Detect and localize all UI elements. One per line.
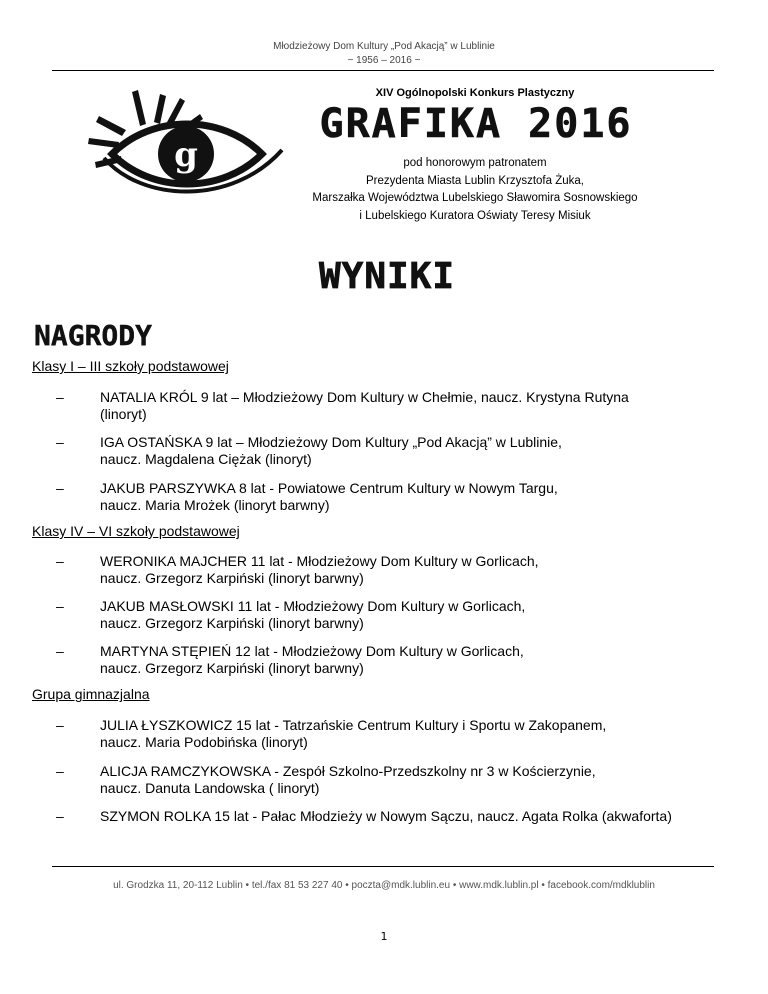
list-dash: –	[56, 389, 64, 405]
patronage-line: Marszałka Województwa Lubelskiego Sławomira Sosnowskiego	[312, 192, 638, 204]
header-rule	[52, 70, 714, 71]
entry-line: naucz. Maria Podobińska (linoryt)	[100, 734, 308, 750]
entry-line: NATALIA KRÓL 9 lat – Młodzieżowy Dom Kultury w Chełmie, naucz. Krystyna Rutyna	[100, 389, 629, 405]
eye-logo	[82, 84, 292, 214]
results-heading	[292, 255, 482, 295]
entry-line: MARTYNA STĘPIEŃ 12 lat - Młodzieżowy Dom Kultury w Gorlicach,	[100, 643, 524, 659]
contest-name	[316, 99, 636, 147]
patronage-line: Prezydenta Miasta Lublin Krzysztofa Żuka,	[366, 174, 584, 187]
list-dash: –	[56, 643, 64, 659]
results-heading-text: WYNIKI	[318, 256, 456, 295]
entry-line: naucz. Magdalena Ciężak (linoryt)	[100, 451, 312, 467]
entry-line: ALICJA RAMCZYKOWSKA - Zespół Szkolno-Przedszkolny nr 3 w Kościerzynie,	[100, 763, 596, 779]
footer-rule	[52, 866, 714, 867]
entry-line: WERONIKA MAJCHER 11 lat - Młodzieżowy Dom Kultury w Gorlicach,	[100, 553, 539, 569]
list-dash: –	[56, 763, 64, 779]
list-dash: –	[56, 553, 64, 569]
logo-letter: g	[174, 135, 198, 175]
awards-heading	[34, 318, 194, 350]
entry-line: JULIA ŁYSZKOWICZ 15 lat - Tatrzańskie Centrum Kultury i Sportu w Zakopanem,	[100, 717, 607, 733]
entry-line: JAKUB MASŁOWSKI 11 lat - Młodzieżowy Dom Kultury w Gorlicach,	[100, 598, 526, 614]
entry-line: naucz. Grzegorz Karpiński (linoryt barwny)	[100, 570, 364, 586]
header-line-2: ~ 1956 – 2016 ~	[347, 55, 421, 66]
list-dash: –	[56, 480, 64, 496]
entry-line: naucz. Grzegorz Karpiński (linoryt barwny)	[100, 615, 364, 631]
entry-line: naucz. Grzegorz Karpiński (linoryt barwny)	[100, 660, 364, 676]
list-dash: –	[56, 598, 64, 614]
contest-title: XIV Ogólnopolski Konkurs Plastyczny	[375, 87, 575, 99]
group-heading: Klasy IV – VI szkoły podstawowej	[32, 523, 240, 539]
page-number: 1	[380, 930, 388, 943]
contest-name-text: GRAFIKA 2016	[319, 101, 633, 147]
footer-contact: ul. Grodzka 11, 20-112 Lublin • tel./fax 81 53 227 40 • poczta@mdk.lublin.eu • www.mdk.lublin.pl • facebook.com/mdklublin	[113, 880, 655, 891]
entry-line: JAKUB PARSZYWKA 8 lat - Powiatowe Centrum Kultury w Nowym Targu,	[100, 480, 558, 496]
group-heading: Klasy I – III szkoły podstawowej	[32, 358, 229, 374]
header-line-1: Młodzieżowy Dom Kultury „Pod Akacją” w Lublinie	[273, 41, 495, 52]
patronage-line: pod honorowym patronatem	[403, 157, 547, 169]
entry-line: IGA OSTAŃSKA 9 lat – Młodzieżowy Dom Kultury „Pod Akacją” w Lublinie,	[100, 434, 562, 450]
list-dash: –	[56, 808, 64, 824]
entry-line: naucz. Maria Mrożek (linoryt barwny)	[100, 497, 330, 513]
entry-line: naucz. Danuta Landowska ( linoryt)	[100, 780, 320, 796]
list-dash: –	[56, 434, 64, 450]
entry-line: SZYMON ROLKA 15 lat - Pałac Młodzieży w Nowym Sączu, naucz. Agata Rolka (akwaforta)	[100, 808, 672, 824]
awards-heading-text: NAGRODY	[34, 319, 153, 350]
patronage-line: i Lubelskiego Kuratora Oświaty Teresy Misiuk	[359, 209, 591, 222]
group-heading: Grupa gimnazjalna	[32, 686, 150, 702]
patronage-block	[290, 155, 660, 225]
list-dash: –	[56, 717, 64, 733]
entry-line: (linoryt)	[100, 406, 147, 422]
